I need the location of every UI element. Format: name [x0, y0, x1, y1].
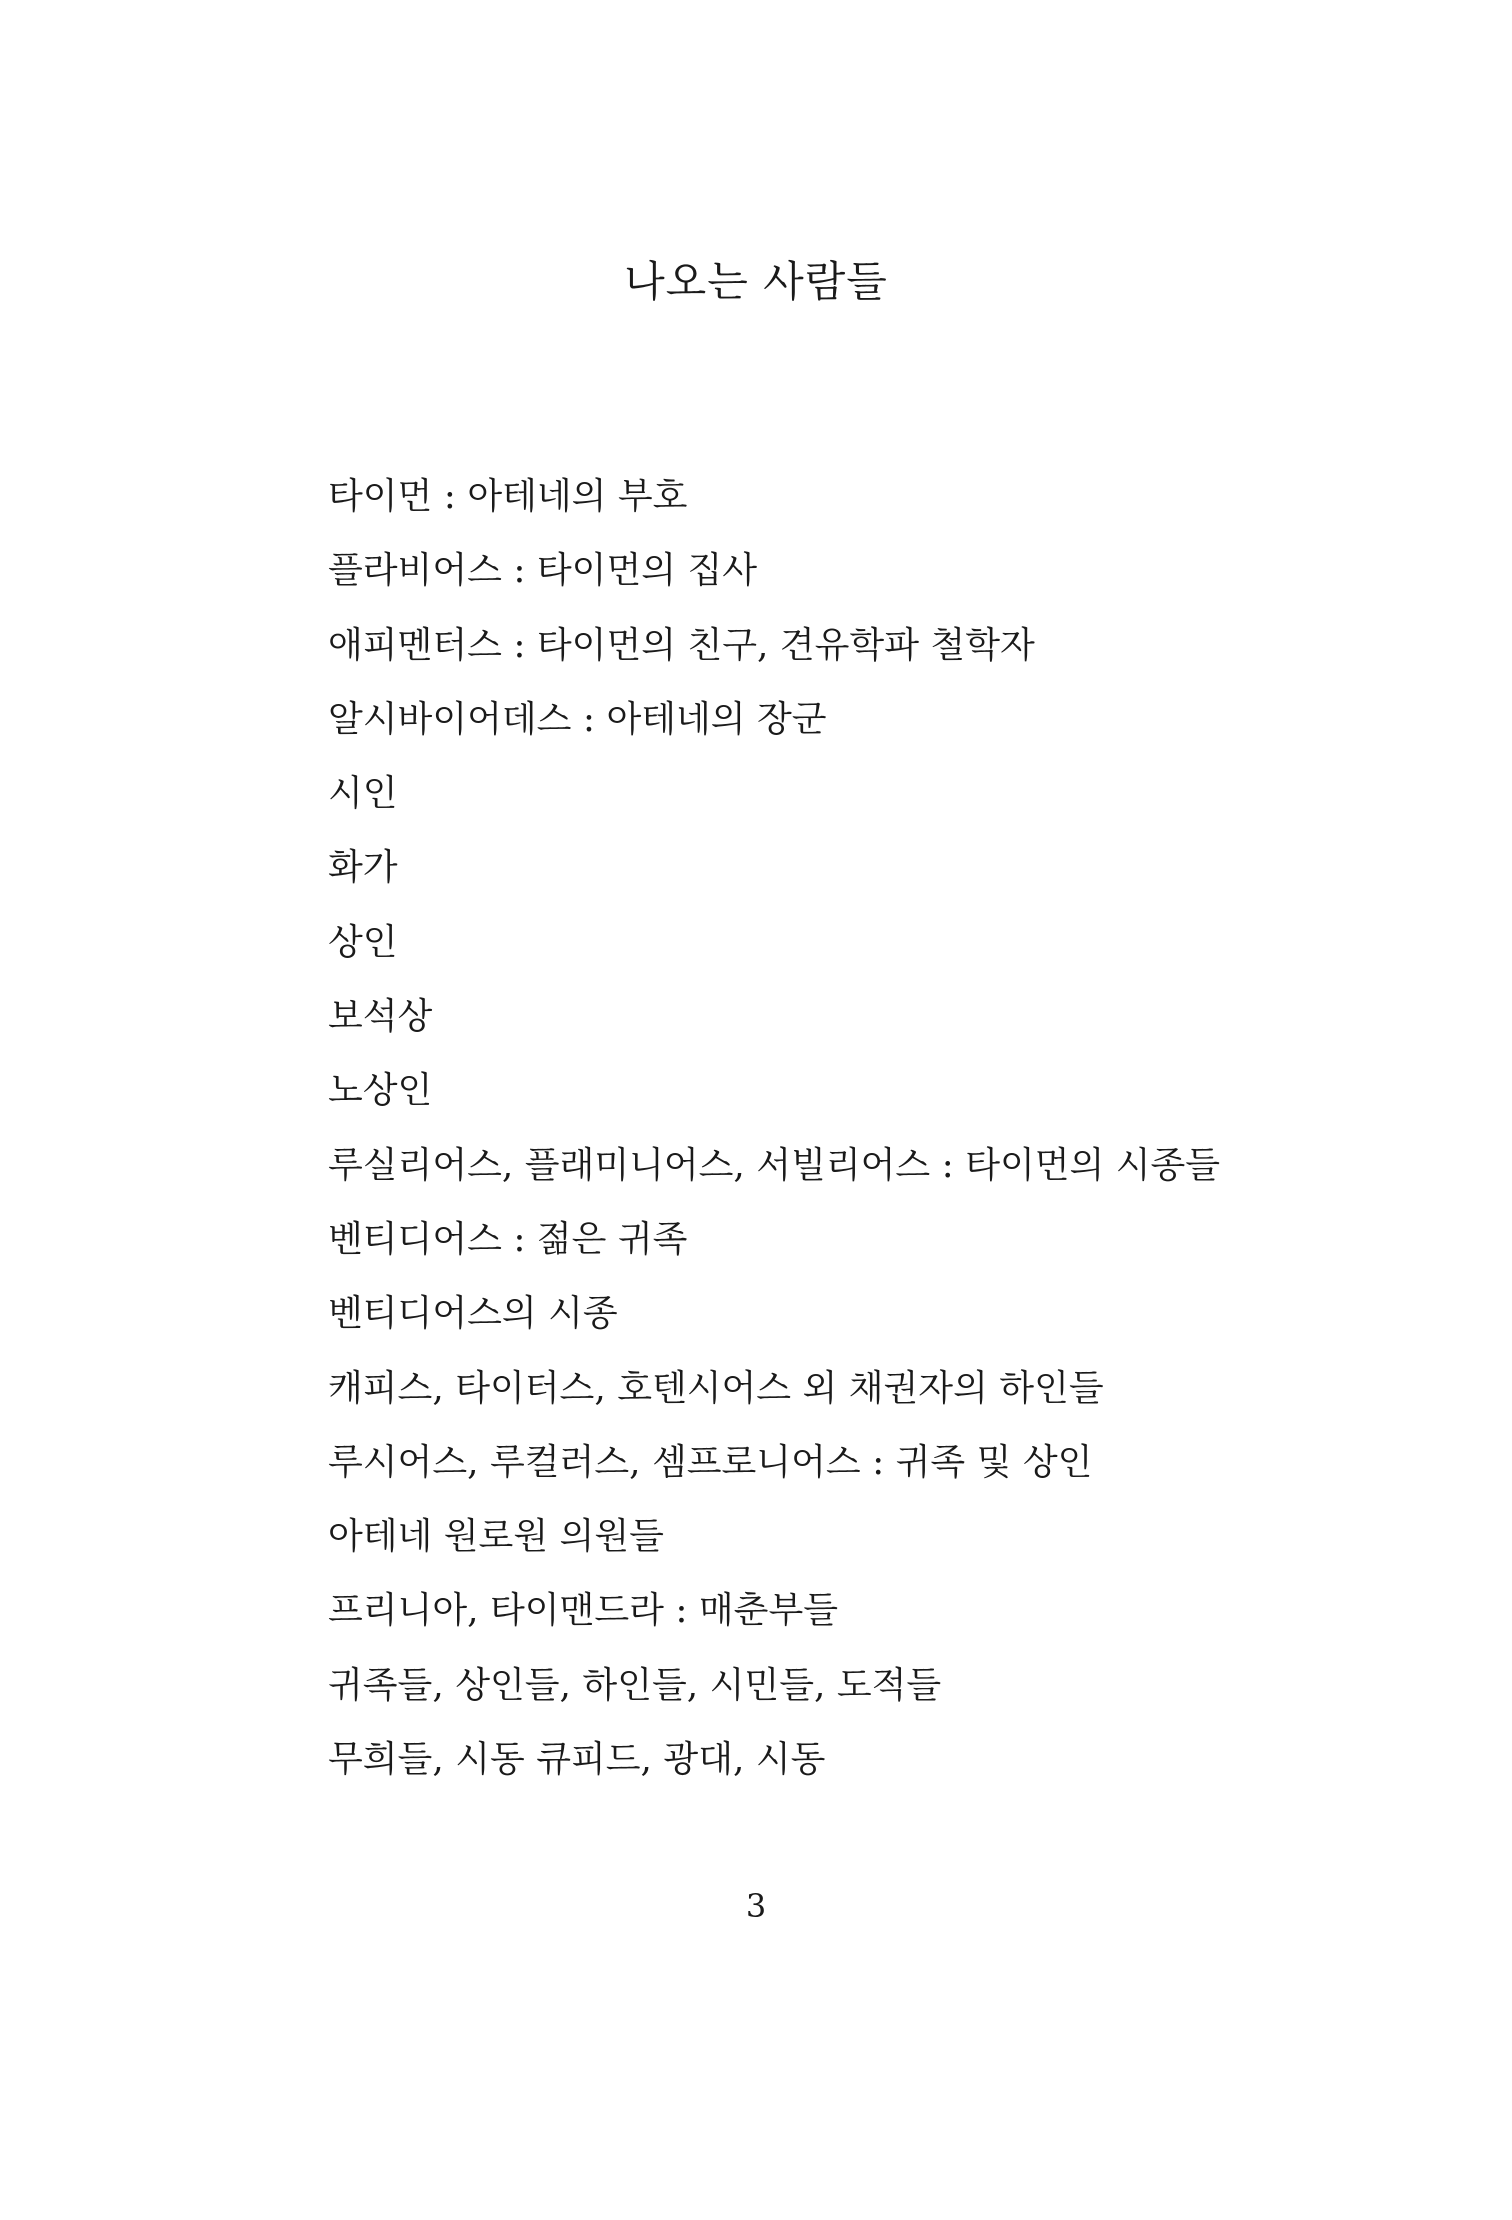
- cast-item: 타이먼 : 아테네의 부호: [328, 476, 688, 517]
- cast-item: 루시어스, 루컬러스, 셈프로니어스 : 귀족 및 상인: [328, 1441, 1093, 1483]
- cast-item: 무희들, 시동 큐피드, 광대, 시동: [328, 1739, 826, 1781]
- cast-item: 시인: [328, 773, 398, 815]
- cast-item: 아테네 원로원 의원들: [328, 1516, 664, 1558]
- cast-item: 벤티디어스의 시종: [328, 1293, 618, 1335]
- cast-item: 루실리어스, 플래미니어스, 서빌리어스 : 타이먼의 시종들: [328, 1144, 1221, 1186]
- cast-item: 상인: [328, 921, 398, 963]
- page-title: 나오는 사람들: [624, 257, 888, 306]
- cast-item: 캐피스, 타이터스, 호텐시어스 외 채권자의 하인들: [328, 1367, 1104, 1409]
- cast-item: 애피멘터스 : 타이먼의 친구, 견유학파 철학자: [328, 624, 1035, 666]
- cast-item: 화가: [328, 847, 398, 889]
- cast-item: 플라비어스 : 타이먼의 집사: [328, 550, 757, 592]
- cast-list: [328, 472, 1328, 1809]
- cast-item: 벤티디어스 : 젊은 귀족: [328, 1218, 688, 1260]
- page-number: 3: [745, 1887, 767, 1925]
- cast-item: 보석상: [328, 996, 433, 1038]
- cast-item: 알시바이어데스 : 아테네의 장군: [328, 698, 827, 740]
- cast-item: 노상인: [328, 1070, 433, 1112]
- cast-item: 귀족들, 상인들, 하인들, 시민들, 도적들: [328, 1664, 942, 1706]
- cast-item: 프리니아, 타이맨드라 : 매춘부들: [328, 1590, 838, 1632]
